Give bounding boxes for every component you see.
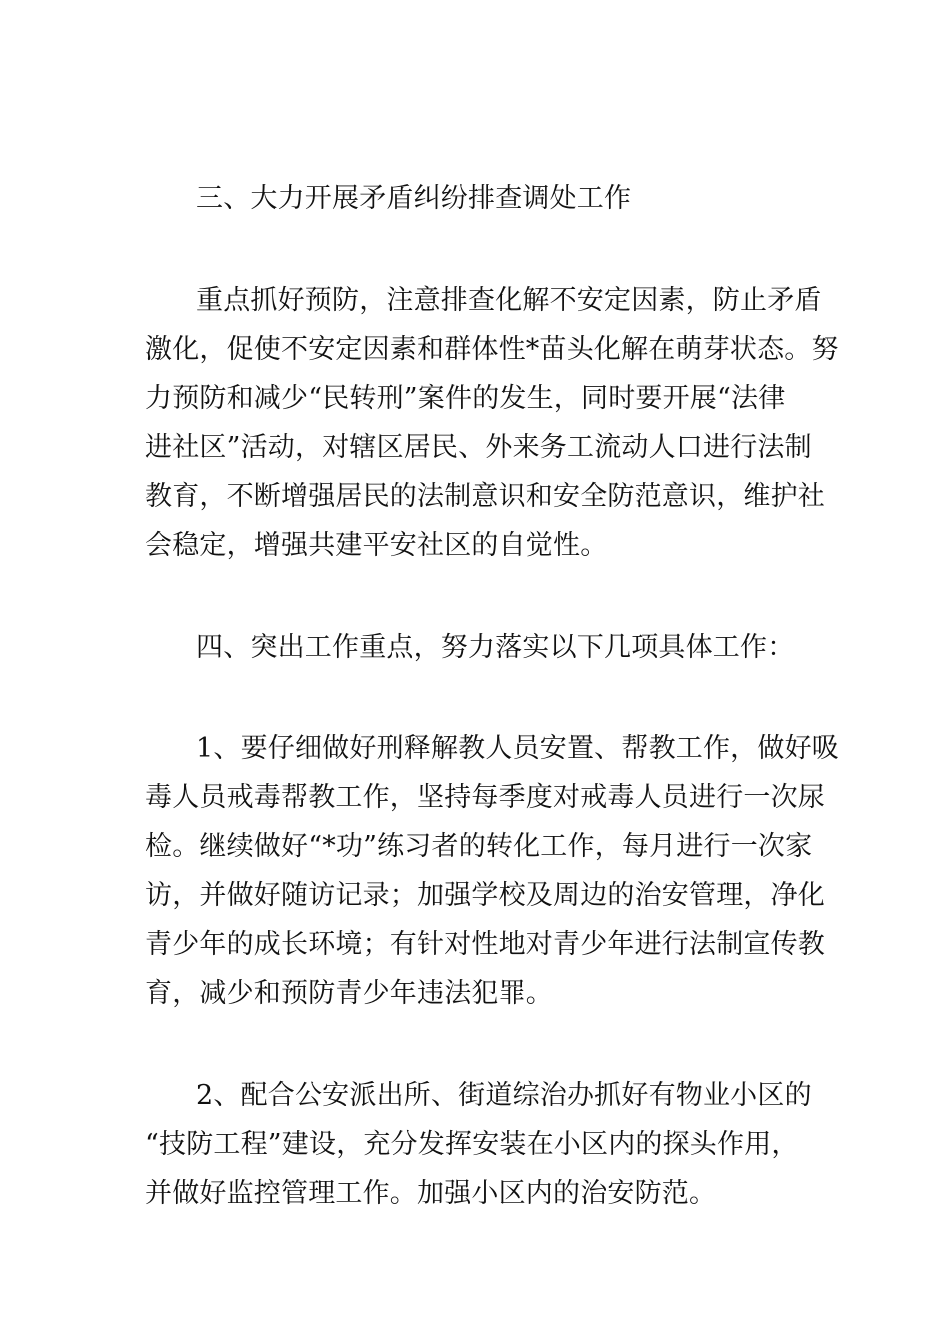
paragraph-line: 会稳定，增强共建平安社区的自觉性。 bbox=[145, 530, 608, 561]
list-item-line: “技防工程”建设，充分发挥安装在小区内的探头作用， bbox=[145, 1129, 799, 1160]
paragraph-line: 重点抓好预防，注意排查化解不安定因素，防止矛盾 bbox=[196, 285, 822, 316]
section-heading-3: 三、大力开展矛盾纠纷排查调处工作 bbox=[196, 183, 632, 214]
list-item-line: 青少年的成长环境；有针对性地对青少年进行法制宣传教 bbox=[145, 929, 825, 960]
paragraph-line: 力预防和减少“民转刑”案件的发生，同时要开展“法律 bbox=[145, 383, 786, 414]
list-item-line: 2、配合公安派出所、街道综治办抓好有物业小区的 bbox=[196, 1080, 812, 1111]
paragraph-line: 进社区”活动，对辖区居民、外来务工流动人口进行法制 bbox=[145, 432, 812, 463]
list-item-line: 毒人员戒毒帮教工作，坚持每季度对戒毒人员进行一次尿 bbox=[145, 782, 825, 813]
list-item-line: 育，减少和预防青少年违法犯罪。 bbox=[145, 978, 553, 1009]
list-item-line: 1、要仔细做好刑释解教人员安置、帮教工作，做好吸 bbox=[196, 733, 839, 764]
list-item-line: 并做好监控管理工作。加强小区内的治安防范。 bbox=[145, 1178, 717, 1209]
section-heading-4: 四、突出工作重点，努力落实以下几项具体工作： bbox=[196, 632, 795, 663]
list-item-line: 访，并做好随访记录；加强学校及周边的治安管理，净化 bbox=[145, 880, 825, 911]
paragraph-line: 激化，促使不安定因素和群体性*苗头化解在萌芽状态。努 bbox=[145, 334, 839, 365]
list-item-line: 检。继续做好“*功”练习者的转化工作，每月进行一次家 bbox=[145, 831, 813, 862]
paragraph-line: 教育，不断增强居民的法制意识和安全防范意识，维护社 bbox=[145, 481, 825, 512]
